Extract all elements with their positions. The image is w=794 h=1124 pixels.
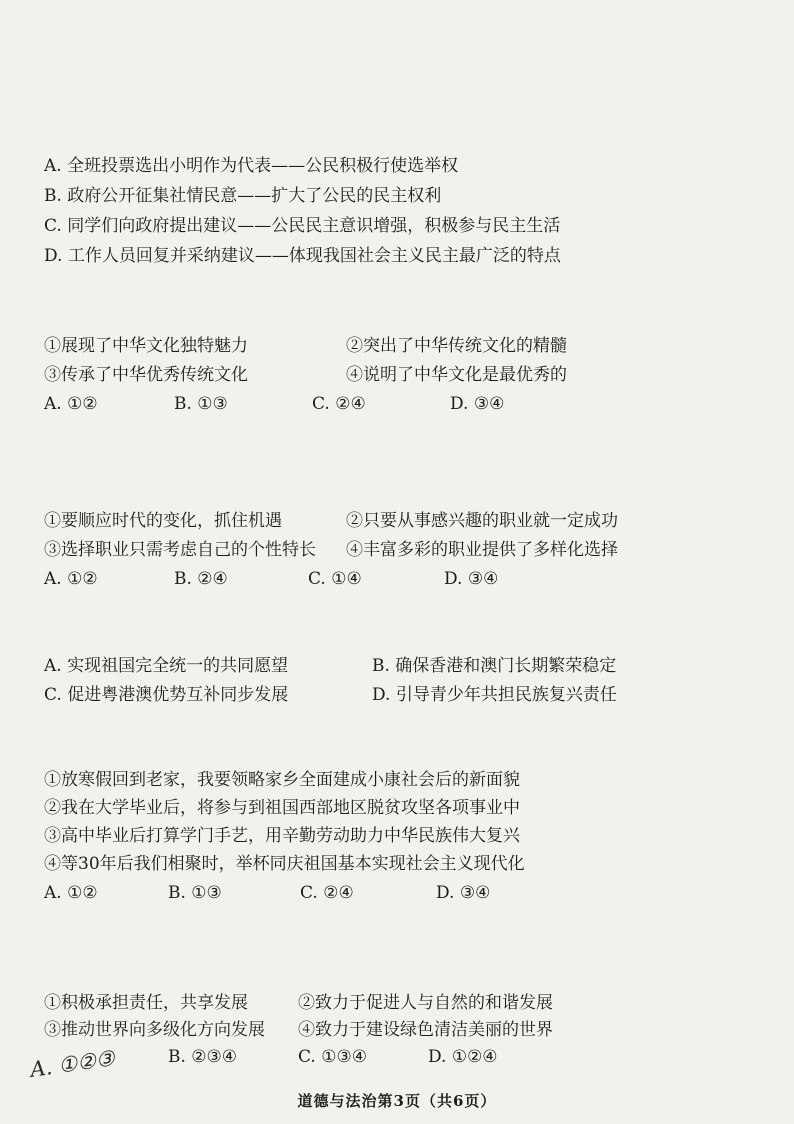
statement-2: ②致力于促进人与自然的和谐发展: [298, 993, 553, 1013]
choice-c: C. ①③④: [298, 1047, 367, 1067]
statement-4: ④等30年后我们相聚时，举杯同庆祖国基本实现社会主义现代化: [44, 854, 525, 874]
option-c: C. 同学们向政府提出建议——公民民主意识增强，积极参与民主生活: [44, 216, 561, 236]
statement-3: ③高中毕业后打算学门手艺，用辛勤劳动助力中华民族伟大复兴: [44, 826, 520, 846]
option-a: A. 全班投票选出小明作为代表——公民积极行使选举权: [44, 156, 459, 176]
option-d: D. 工作人员回复并采纳建议——体现我国社会主义民主最广泛的特点: [44, 246, 561, 266]
choice-d: D. ③④: [444, 569, 499, 589]
option-a: A. 实现祖国完全统一的共同愿望: [44, 656, 289, 676]
choice-b: B. ②③④: [168, 1047, 238, 1067]
choice-b: B. ①③: [174, 394, 228, 414]
handwritten-answer: A. ①②③: [28, 1046, 117, 1082]
choice-c: C. ①④: [308, 569, 362, 589]
statement-3: ③传承了中华优秀传统文化: [44, 365, 248, 385]
statement-2: ②我在大学毕业后，将参与到祖国西部地区脱贫攻坚各项事业中: [44, 798, 520, 818]
statement-1: ①展现了中华文化独特魅力: [44, 336, 248, 356]
choice-b: B. ②④: [174, 569, 228, 589]
statement-4: ④说明了中华文化是最优秀的: [346, 365, 567, 385]
option-c: C. 促进粤港澳优势互补同步发展: [44, 685, 289, 705]
choice-d: D. ③④: [450, 394, 505, 414]
choice-a: A. ①②: [44, 394, 98, 414]
choice-d: D. ③④: [436, 883, 491, 903]
statement-1: ①积极承担责任，共享发展: [44, 993, 248, 1013]
statement-4: ④丰富多彩的职业提供了多样化选择: [346, 540, 618, 560]
statement-1: ①要顺应时代的变化，抓住机遇: [44, 511, 282, 531]
choice-a: A. ①②: [44, 569, 98, 589]
option-b: B. 确保香港和澳门长期繁荣稳定: [372, 656, 617, 676]
choice-c: C. ②④: [300, 883, 354, 903]
choice-b: B. ①③: [168, 883, 222, 903]
page-footer: 道德与法治第3页（共6页）: [297, 1092, 497, 1110]
choice-c: C. ②④: [312, 394, 366, 414]
choice-d: D. ①②④: [428, 1047, 498, 1067]
statement-2: ②突出了中华传统文化的精髓: [346, 336, 567, 356]
choice-a: A. ①②: [44, 883, 98, 903]
statement-3: ③推动世界向多级化方向发展: [44, 1020, 265, 1040]
option-d: D. 引导青少年共担民族复兴责任: [372, 685, 617, 705]
statement-1: ①放寒假回到老家，我要领略家乡全面建成小康社会后的新面貌: [44, 770, 520, 790]
statement-3: ③选择职业只需考虑自己的个性特长: [44, 540, 316, 560]
statement-4: ④致力于建设绿色清洁美丽的世界: [298, 1020, 553, 1040]
statement-2: ②只要从事感兴趣的职业就一定成功: [346, 511, 618, 531]
option-b: B. 政府公开征集社情民意——扩大了公民的民主权利: [44, 186, 442, 206]
